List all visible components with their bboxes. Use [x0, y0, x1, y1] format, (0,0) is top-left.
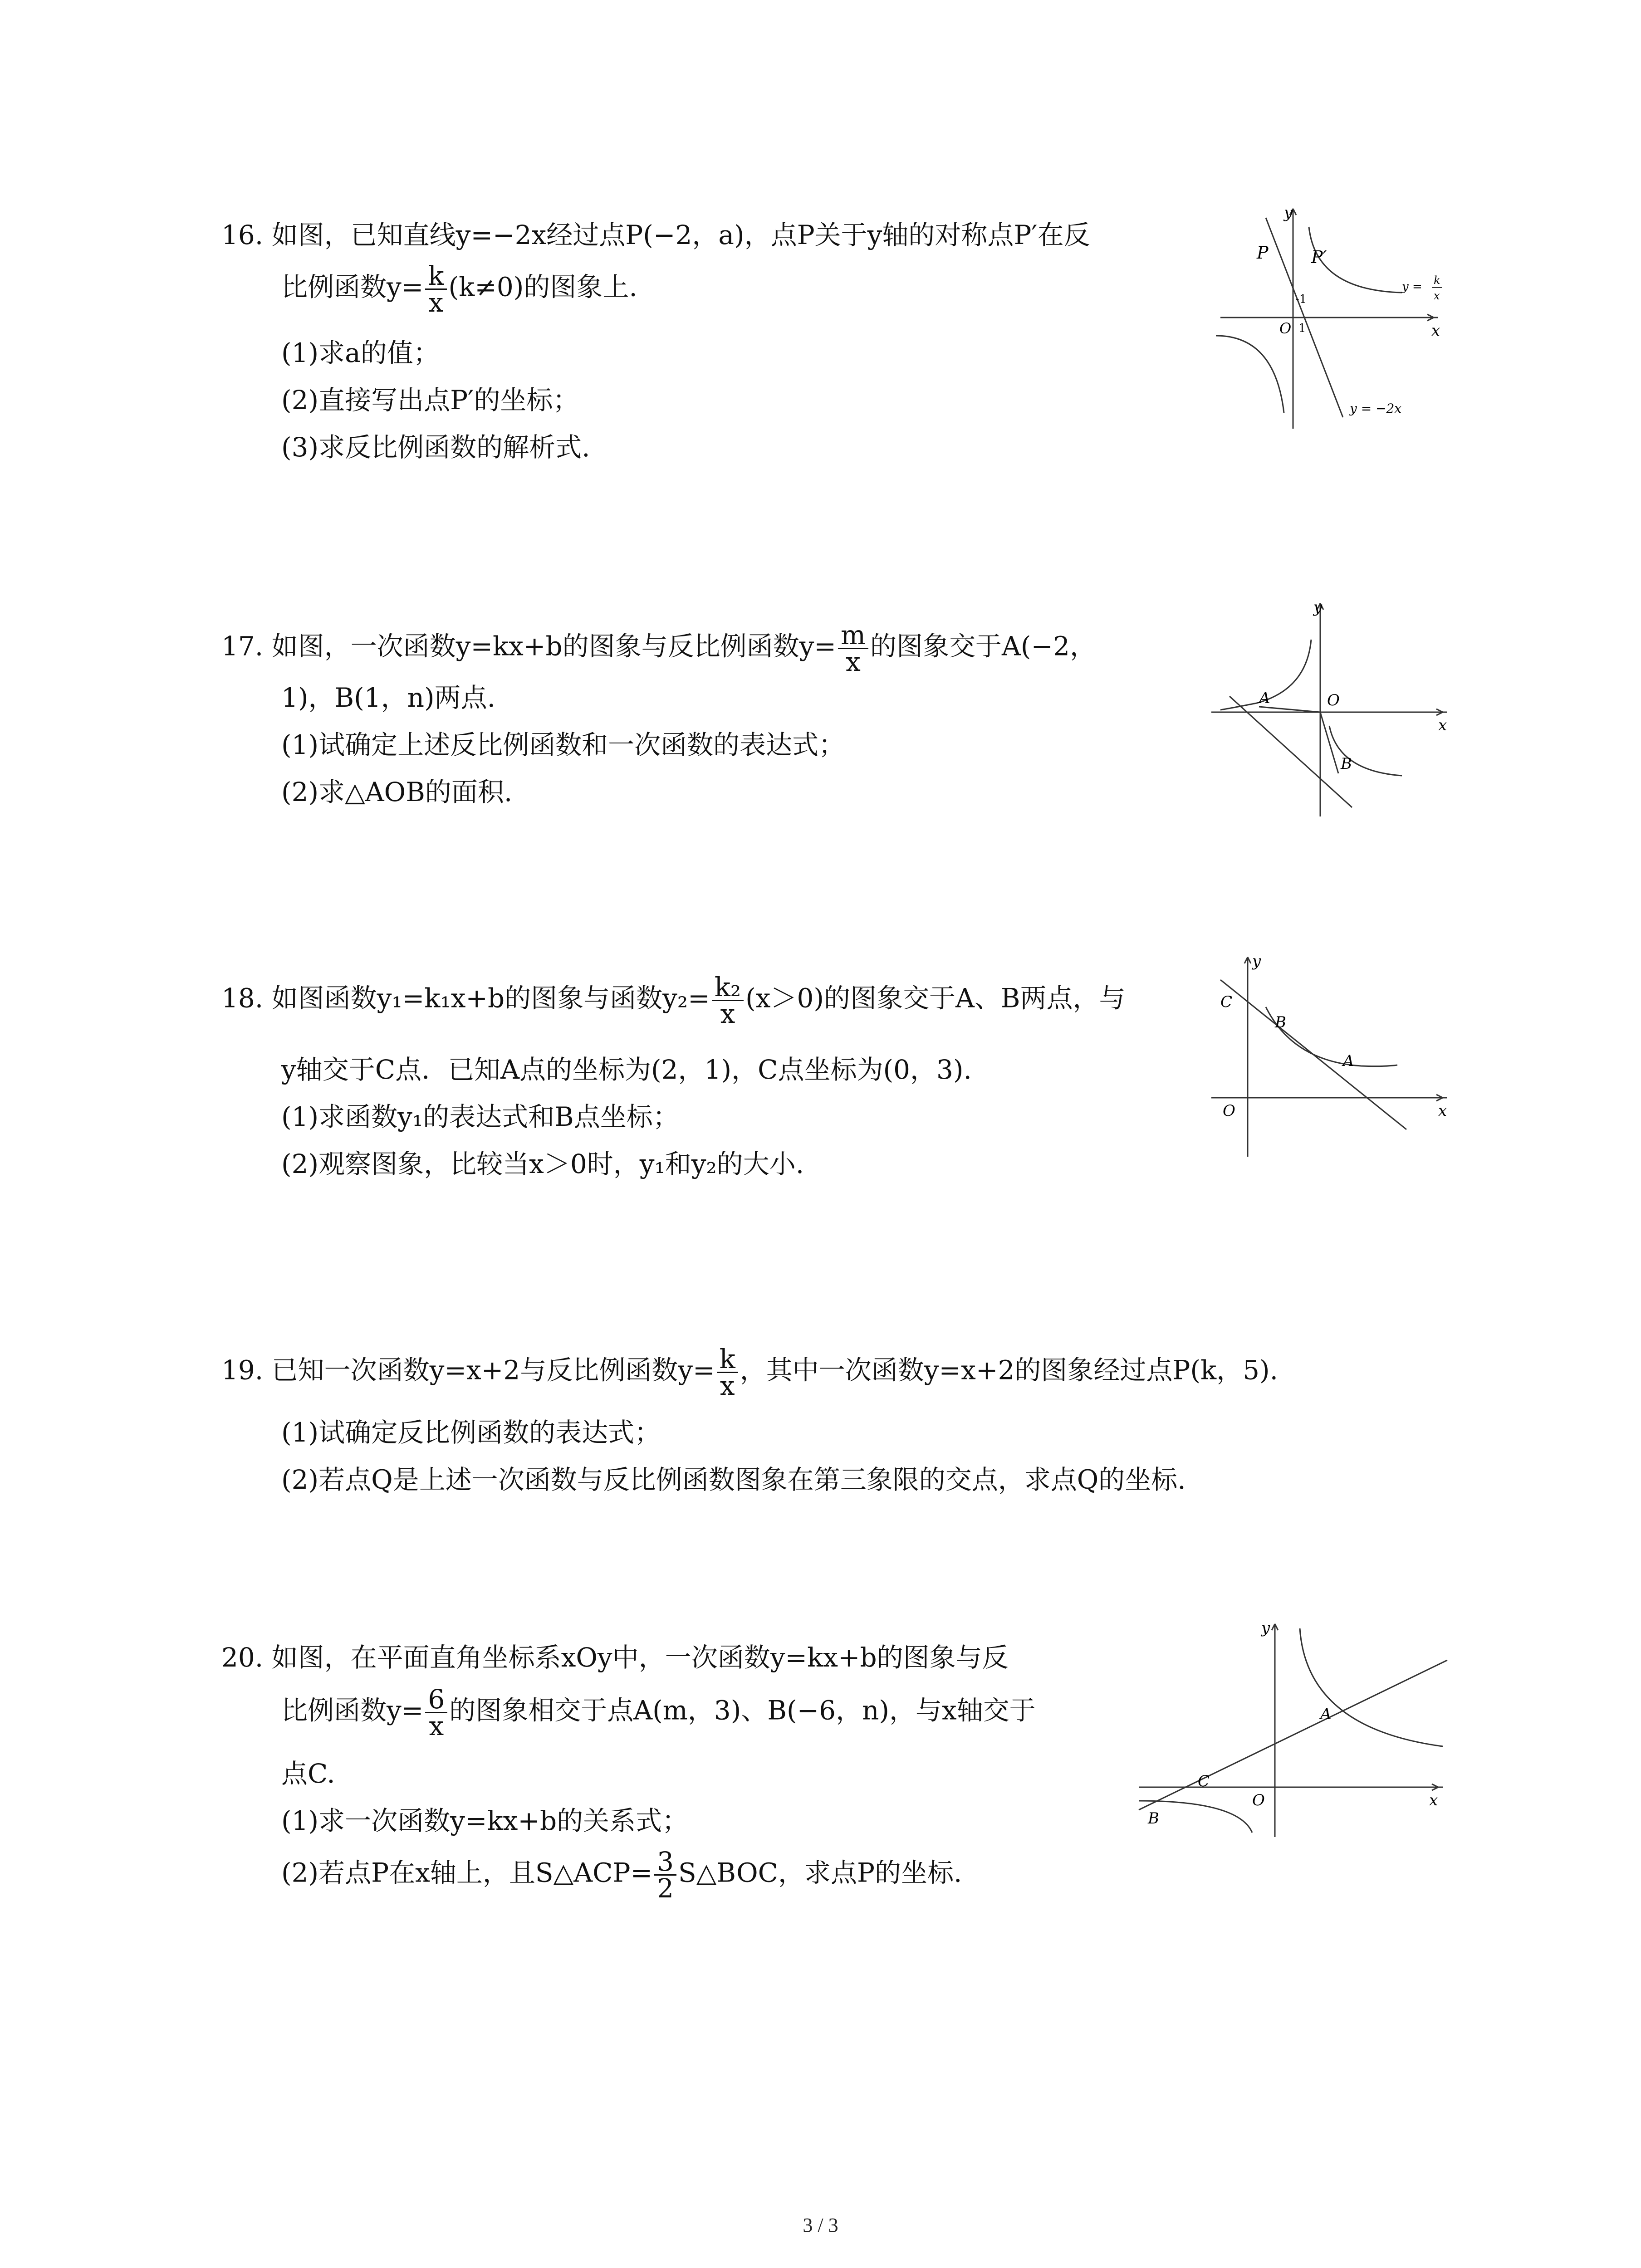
q20-sub2-a: (2)若点P在x轴上，且S△ACP=: [281, 1857, 653, 1888]
q20-line3: 点C.: [281, 1758, 335, 1789]
q17-sub2: (2)求△AOB的面积.: [281, 777, 513, 807]
q20-frac-num: 6: [425, 1686, 447, 1713]
q20-fraction: [425, 1686, 447, 1739]
fig18-B-label: B: [1275, 1013, 1286, 1031]
q20-line2-b: 的图象相交于点A(m，3)、B(−6，n)，与x轴交于: [449, 1695, 1036, 1726]
q17-sub1: (1)试确定上述反比例函数和一次函数的表达式；: [281, 729, 845, 760]
q18-line1-b: (x＞0)的图象交于A、B两点，与: [745, 982, 1126, 1014]
q19-line1-a: 19. 已知一次函数y=x+2与反比例函数y=: [221, 1354, 715, 1386]
q20-sub2-fraction: [654, 1846, 676, 1904]
q20-line2-a: 比例函数y=: [281, 1695, 424, 1726]
fig17-origin-label: O: [1327, 691, 1340, 709]
q20-frac-den: x: [429, 1711, 444, 1741]
q17-figure: [1202, 594, 1456, 821]
hyperbola-q3: [1216, 336, 1284, 413]
q18-frac-den: x: [720, 998, 735, 1029]
q16-line2-a: 比例函数y=: [281, 271, 424, 303]
q19-sub1: (1)试确定反比例函数的表达式；: [281, 1417, 661, 1448]
fig20-C-label: C: [1198, 1772, 1210, 1790]
fig18-origin-label: O: [1223, 1102, 1235, 1120]
q18-line1: [221, 972, 1126, 1029]
fig20-origin-label: O: [1252, 1791, 1265, 1809]
fig17-x-label: x: [1438, 716, 1447, 734]
fig18-A-label: A: [1343, 1052, 1354, 1070]
q18-figure: [1202, 948, 1456, 1157]
q20-figure: [1130, 1615, 1456, 1842]
fig16-tick-1: 1: [1298, 322, 1306, 335]
q16-line2-b: (k≠0)的图象上.: [448, 271, 637, 303]
fig17-y-label: y: [1313, 598, 1323, 616]
q18-fraction: [712, 972, 744, 1029]
q16-sub2: (2)直接写出点P′的坐标；: [281, 385, 579, 415]
hyperbola-q1: [1300, 1628, 1443, 1746]
fig18-x-label: x: [1438, 1102, 1447, 1120]
q16-fraction: [425, 260, 446, 318]
fig20-A-label: A: [1320, 1705, 1332, 1723]
fig16-curve-label-num: k: [1434, 274, 1440, 287]
line-AB: [1230, 696, 1352, 807]
q18-line1-a: 18. 如图函数y₁=k₁x+b的图象与函数y₂=: [221, 982, 710, 1014]
fig20-x-label: x: [1429, 1791, 1438, 1809]
q20-sub1: (1)求一次函数y=kx+b的关系式；: [281, 1805, 689, 1836]
q18-frac-num: k₂: [712, 974, 744, 1001]
q18-sub2: (2)观察图象，比较当x＞0时，y₁和y₂的大小.: [281, 1149, 804, 1179]
q18-line2: y轴交于C点．已知A点的坐标为(2，1)，C点坐标为(0，3).: [281, 1054, 972, 1085]
q17-frac-num: m: [838, 622, 868, 649]
q19-line1: [221, 1344, 1279, 1401]
q19-fraction: [717, 1344, 738, 1401]
q18-sub1: (1)求函数y₁的表达式和B点坐标；: [281, 1101, 679, 1132]
fig17-A-label: A: [1259, 689, 1270, 707]
q17-frac-den: x: [846, 646, 861, 677]
fig17-B-label: B: [1341, 755, 1352, 773]
fig16-P-label: P: [1257, 243, 1269, 263]
q16-sub1: (1)求a的值；: [281, 337, 440, 368]
q17-line1-a: 17. 如图，一次函数y=kx+b的图象与反比例函数y=: [221, 631, 836, 662]
q19-frac-num: k: [717, 1346, 738, 1373]
fig16-curve-label-den: x: [1434, 289, 1440, 302]
q16-frac-num: k: [425, 263, 446, 290]
q17-fraction: [838, 622, 868, 675]
q19-sub2: (2)若点Q是上述一次函数与反比例函数图象在第三象限的交点，求点Q的坐标.: [281, 1464, 1186, 1495]
q20-line2: [281, 1686, 1036, 1739]
q17-line2: 1)，B(1，n)两点.: [281, 682, 496, 713]
fig16-origin-label: O: [1279, 320, 1292, 337]
fig18-y-label: y: [1252, 952, 1261, 970]
fig16-Pprime-label: P′: [1311, 247, 1327, 267]
q20-sub2-frac-num: 3: [654, 1849, 676, 1876]
q16-frac-den: x: [428, 287, 444, 318]
fig16-line-label: y = −2x: [1350, 401, 1402, 416]
q20-sub2-b: S△BOC，求点P的坐标.: [678, 1857, 962, 1888]
page-number: 3 / 3: [803, 2214, 838, 2236]
fig16-tick-minus1: -1: [1295, 293, 1307, 306]
fig16-x-label: x: [1431, 322, 1440, 340]
fig16-curve-label: y =: [1402, 280, 1422, 293]
fig18-C-label: C: [1220, 993, 1233, 1011]
fig16-y-label: y: [1284, 204, 1293, 222]
q16-figure: [1202, 200, 1456, 435]
q16-sub3: (3)求反比例函数的解析式.: [281, 432, 590, 463]
q17-line1: [221, 622, 1096, 675]
q19-line1-b: ，其中一次函数y=x+2的图象经过点P(k，5).: [740, 1354, 1279, 1386]
q20-sub2-frac-den: 2: [657, 1873, 674, 1904]
hyperbola-q4: [1329, 726, 1402, 776]
q20-sub2: [281, 1846, 962, 1904]
fig20-y-label: y: [1261, 1619, 1270, 1637]
q16-line2: [281, 260, 637, 318]
q16-line1: 16. 如图，已知直线y=−2x经过点P(−2，a)，点P关于y轴的对称点P′在反: [221, 220, 1090, 250]
q20-line1: 20. 如图，在平面直角坐标系xOy中，一次函数y=kx+b的图象与反: [221, 1642, 1009, 1673]
q17-line1-b: 的图象交于A(−2，: [870, 631, 1097, 662]
q19-frac-den: x: [720, 1370, 735, 1401]
fig20-B-label: B: [1148, 1809, 1159, 1828]
